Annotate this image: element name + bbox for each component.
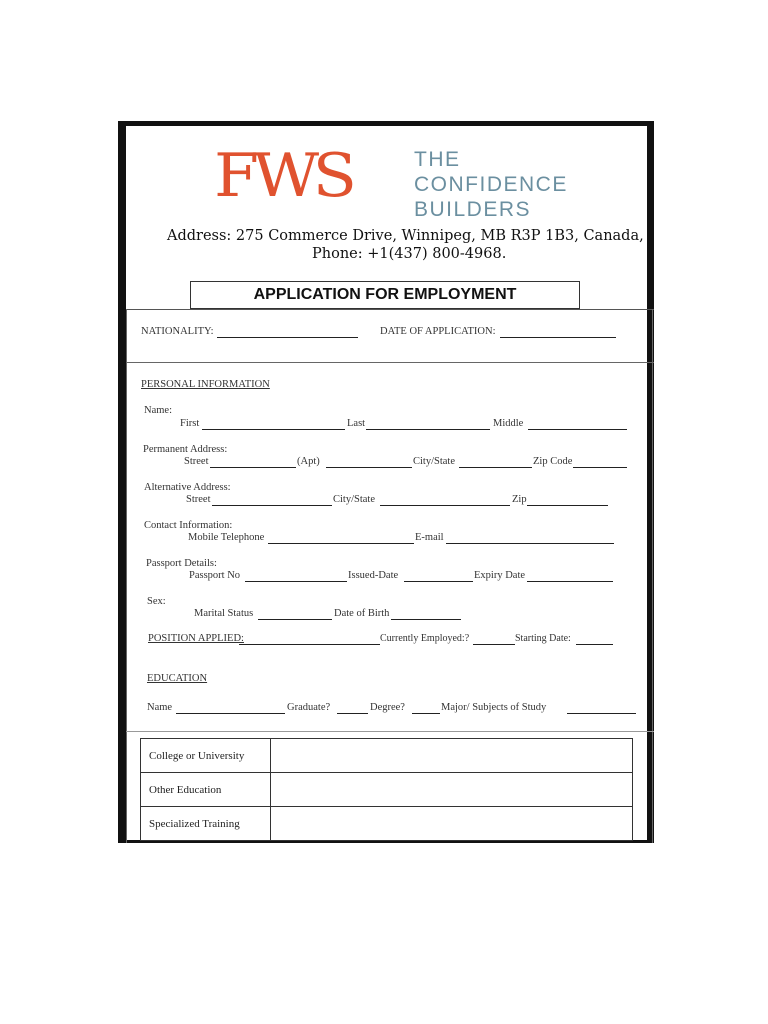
college-university-field[interactable]	[271, 739, 633, 773]
education-row-label: Specialized Training	[141, 807, 271, 841]
divider	[126, 309, 654, 310]
permanent-zip-label: Zip Code	[533, 456, 573, 467]
email-field[interactable]	[446, 533, 614, 544]
date-of-birth-label: Date of Birth	[334, 608, 390, 619]
table-row	[141, 739, 633, 773]
permanent-city-field[interactable]	[459, 457, 532, 468]
date-of-birth-field[interactable]	[391, 609, 461, 620]
alternative-street-field[interactable]	[212, 495, 332, 506]
issued-date-field[interactable]	[404, 571, 473, 582]
alternative-zip-field[interactable]	[527, 495, 608, 506]
marital-status-field[interactable]	[258, 609, 332, 620]
specialized-training-field[interactable]	[271, 807, 633, 841]
education-row-label: College or University	[141, 739, 271, 773]
graduate-field[interactable]	[337, 703, 368, 714]
logo-tagline	[414, 147, 568, 222]
middle-name-label: Middle	[493, 418, 524, 429]
expiry-date-field[interactable]	[527, 571, 613, 582]
contact-information-label: Contact Information:	[144, 520, 233, 531]
first-name-label: First	[180, 418, 200, 429]
currently-employed-label: Currently Employed:?	[380, 633, 470, 644]
nationality-label: NATIONALITY:	[141, 326, 214, 337]
graduate-label: Graduate?	[287, 702, 331, 713]
marital-status-label: Marital Status	[194, 608, 254, 619]
degree-field[interactable]	[412, 703, 440, 714]
other-education-field[interactable]	[271, 773, 633, 807]
inner-border-right	[652, 309, 653, 843]
date-of-application-label: DATE OF APPLICATION:	[380, 326, 496, 337]
alternative-zip-label: Zip	[512, 494, 527, 505]
currently-employed-field[interactable]	[473, 634, 515, 645]
divider	[126, 731, 654, 732]
mobile-telephone-label: Mobile Telephone	[188, 532, 265, 543]
middle-name-field[interactable]	[528, 419, 627, 430]
personal-information-heading: PERSONAL INFORMATION	[141, 379, 270, 390]
permanent-city-label: City/State	[413, 456, 455, 467]
form-title: APPLICATION FOR EMPLOYMENT	[190, 281, 580, 309]
tagline-line-1: THE	[414, 148, 461, 171]
permanent-apt-field[interactable]	[326, 457, 412, 468]
alternative-city-field[interactable]	[380, 495, 510, 506]
inner-border-left	[126, 309, 127, 843]
degree-label: Degree?	[370, 702, 405, 713]
divider	[126, 362, 654, 363]
alternative-city-label: City/State	[333, 494, 375, 505]
major-label: Major/ Subjects of Study	[441, 702, 547, 713]
fws-logo: FWS	[214, 141, 351, 211]
permanent-street-label: Street	[184, 456, 209, 467]
name-label: Name:	[144, 405, 172, 416]
sex-label: Sex:	[147, 596, 166, 607]
starting-date-label: Starting Date:	[515, 633, 571, 644]
expiry-date-label: Expiry Date	[474, 570, 526, 581]
major-field[interactable]	[567, 703, 636, 714]
position-applied-label: POSITION APPLIED:	[148, 633, 244, 644]
permanent-apt-label: (Apt)	[297, 456, 320, 467]
education-name-field[interactable]	[176, 703, 285, 714]
tagline-line-3: BUILDERS	[414, 198, 532, 221]
passport-number-label: Passport No	[189, 570, 241, 581]
starting-date-field[interactable]	[576, 634, 613, 645]
tagline-line-2: CONFIDENCE	[414, 173, 568, 196]
mobile-telephone-field[interactable]	[268, 533, 414, 544]
issued-date-label: Issued-Date	[348, 570, 399, 581]
permanent-address-label: Permanent Address:	[143, 444, 228, 455]
company-phone: Phone: +1(437) 800-4968.	[312, 246, 507, 262]
company-address: Address: 275 Commerce Drive, Winnipeg, MB R3P 1B3, Canada,	[167, 228, 644, 244]
education-row-label: Other Education	[141, 773, 271, 807]
table-row	[141, 773, 633, 807]
alternative-address-label: Alternative Address:	[144, 482, 231, 493]
permanent-street-field[interactable]	[210, 457, 296, 468]
education-table	[140, 738, 633, 841]
passport-number-field[interactable]	[245, 571, 347, 582]
last-name-label: Last	[347, 418, 366, 429]
alternative-street-label: Street	[186, 494, 211, 505]
email-label: E-mail	[415, 532, 444, 543]
position-applied-field[interactable]	[239, 634, 380, 645]
last-name-field[interactable]	[366, 419, 490, 430]
permanent-zip-field[interactable]	[573, 457, 627, 468]
first-name-field[interactable]	[202, 419, 345, 430]
table-row	[141, 807, 633, 841]
nationality-field[interactable]	[217, 327, 358, 338]
passport-details-label: Passport Details:	[146, 558, 217, 569]
education-name-label: Name	[147, 702, 173, 713]
education-heading: EDUCATION	[147, 673, 208, 684]
date-of-application-field[interactable]	[500, 327, 616, 338]
